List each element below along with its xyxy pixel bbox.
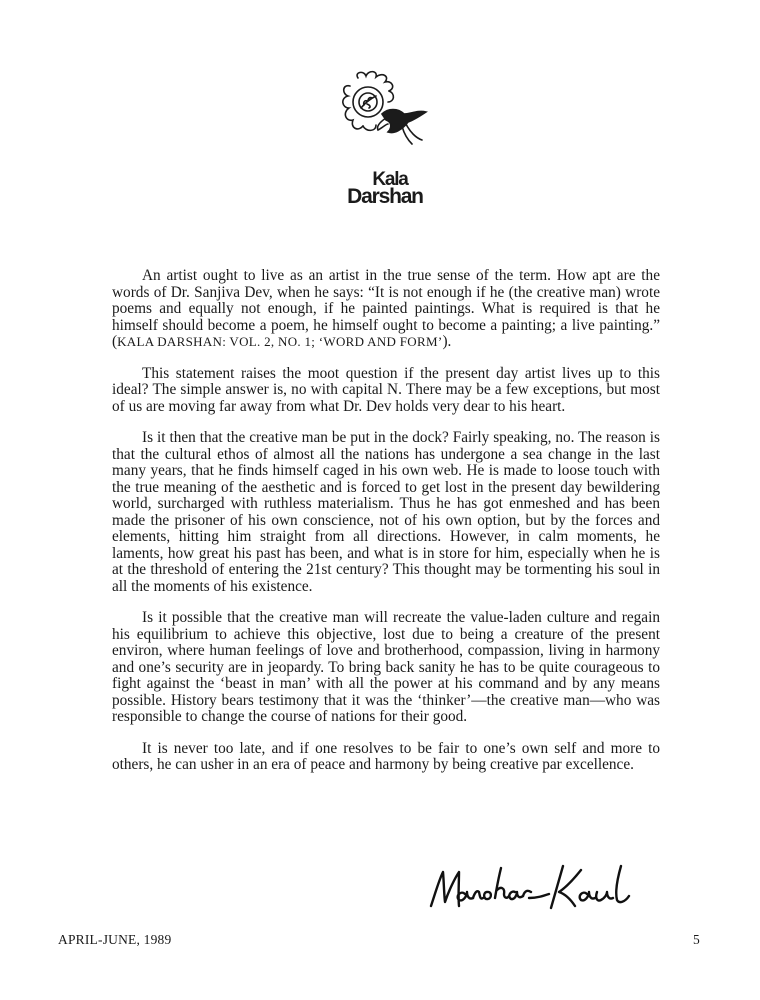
editorial-body	[112, 268, 660, 789]
issue-date: APRIL-JUNE, 1989	[58, 932, 172, 947]
paragraph-1-text: An artist ought to live as an artist in the true sense of the term. How apt are the words of Dr. Sanjiva Dev, when he says: “It is not enough if he (the creative man) wrote poems and equally not enough, if he painted paintings. What is required is that he himself should become a poem, he himself ought to become a painting; a live painting.” (	[112, 267, 660, 350]
page-number: 5	[693, 932, 700, 947]
handwritten-signature	[425, 858, 660, 914]
masthead-title	[335, 170, 435, 207]
masthead-title-line1: Kala	[372, 169, 408, 190]
paragraph-1-citation: KALA DARSHAN: VOL. 2, NO. 1; ‘WORD AND FORM’	[117, 334, 443, 349]
paragraph-5: It is never too late, and if one resolves to be fair to one’s own self and more to others, he can usher in an era of peace and harmony by being creative par excellence.	[112, 739, 660, 773]
paragraph-1-closing: ).	[442, 333, 452, 350]
paragraph-4: Is it possible that the creative man will recreate the value-laden culture and regain his equilibrium to achieve this objective, lost due to being a creature of the present environ, where human feelings of love and brotherhood, compassion, living in harmony and one’s security are in jeopardy. To bring back sanity he has to be quite courageous to fight against the ‘beast in man’ with all the power at his command and by any means possible. History bears testimony that it was the ‘thinker’—the creative man—who was responsible to change the course of nations for their good.	[112, 609, 660, 725]
paragraph-2: This statement raises the moot question if the present day artist lives up to this ideal? The simple answer is, no with capital N. There may be a few exceptions, but most of us are moving far away from what Dr. Dev holds very dear to his heart.	[112, 364, 660, 415]
paragraph-3: Is it then that the creative man be put in the dock? Fairly speaking, no. The reason is that the cultural ethos of almost all the nations has undergone a sea change in the last many years, that he finds himself caged in his own web. He is made to loose touch with the true meaning of the aesthetic and is forced to get lost in the present day bewildering world, surcharged with ruthless materialism. Thus he has got enmeshed and has been made the prisoner of his own conscience, not of his own option, but by the forces and elements, hitting him straight from all directions. However, in calm moments, he laments, how great his past has been, and what is in store for him, especially when he is at the threshold of entering the 21st century? This thought may be tormenting his soul in all the moments of his existence.	[112, 429, 660, 595]
masthead-title-line2: Darshan	[347, 185, 423, 208]
sun-bird-emblem-icon	[330, 68, 440, 168]
paragraph-1	[112, 268, 660, 351]
